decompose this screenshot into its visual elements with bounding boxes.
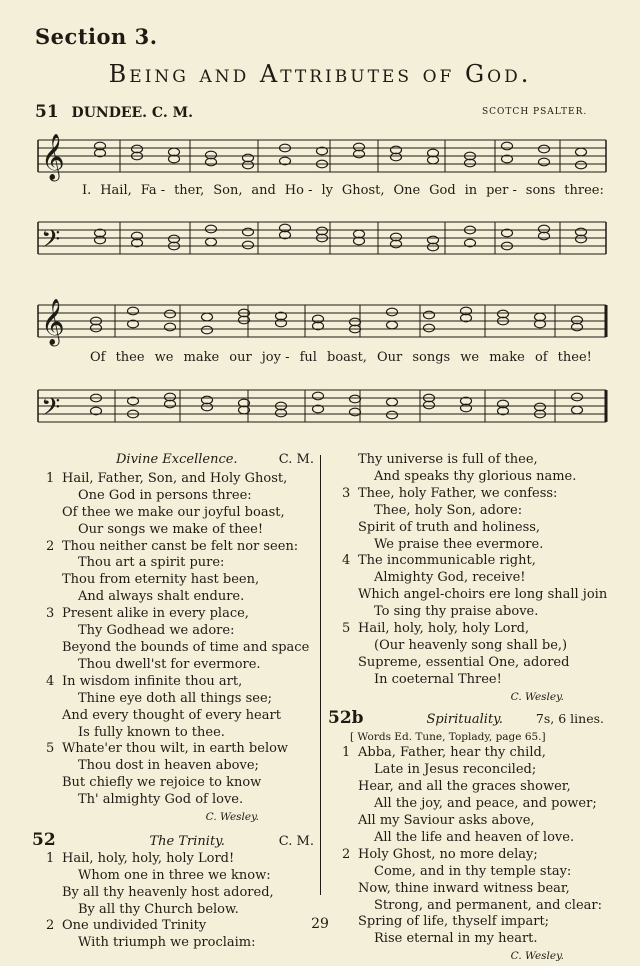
hymn-51-continuation xyxy=(342,452,604,486)
hymn-51-text-column xyxy=(32,452,314,952)
verse-line xyxy=(46,691,314,708)
verse-line xyxy=(46,572,314,589)
lyric-syllable: Ghost, xyxy=(341,183,385,198)
verse-text: To sing thy praise above. xyxy=(374,604,539,620)
verse-text: Our songs we make of thee! xyxy=(78,521,264,537)
verse-text: Rise eternal in my heart. xyxy=(374,931,538,947)
verse-number: 5 xyxy=(46,741,55,757)
note-head xyxy=(243,241,254,249)
verse-text: Strong, and permanent, and clear: xyxy=(374,897,602,913)
verse-text: By all thy Church below. xyxy=(78,901,239,917)
verse-text: The incommunicable right, xyxy=(358,553,536,569)
lyric-syllable: our xyxy=(229,350,252,365)
verse-text: Thou neither canst be felt nor seen: xyxy=(62,538,299,554)
verse-line xyxy=(342,655,604,672)
note-head xyxy=(165,323,176,331)
verse-text: Thou dwell'st for evermore. xyxy=(78,656,261,672)
note-head xyxy=(539,158,550,166)
hymn-52b-title: Spirituality. xyxy=(426,711,503,727)
verse-line xyxy=(342,486,604,503)
verse-line xyxy=(46,851,314,868)
lyric-syllable: make xyxy=(489,350,525,365)
verse-line xyxy=(342,537,604,554)
verse-line xyxy=(342,931,604,948)
hymn-51-attribution-right: C. Wesley. xyxy=(510,690,564,703)
verse-text: Spring of life, thyself impart; xyxy=(358,914,550,930)
verse-line xyxy=(342,762,604,779)
verse-number: 1 xyxy=(46,470,55,486)
verse-text: Almighty God, receive! xyxy=(374,570,526,586)
lyric-syllable: ther, xyxy=(174,183,205,198)
note-head xyxy=(424,324,435,332)
verse-number: 3 xyxy=(46,606,55,622)
verse-line xyxy=(342,604,604,621)
verse-text: Thine eye doth all things see; xyxy=(78,690,273,706)
verse-number: 1 xyxy=(342,745,351,761)
note-head xyxy=(387,308,398,316)
verse-text: Is fully known to thee. xyxy=(78,724,225,740)
verse-line xyxy=(342,570,604,587)
verse-text: Of thee we make our joyful boast, xyxy=(62,504,285,520)
hymn-51-attribution: C. Wesley. xyxy=(205,811,259,824)
verse-text: Late in Jesus reconciled; xyxy=(374,762,537,778)
verse-line xyxy=(342,638,604,655)
verse-text: Present alike in every place, xyxy=(62,606,249,622)
verse-text: Thee, holy Son, adore: xyxy=(374,502,523,518)
hymn-52b-attribution: C. Wesley. xyxy=(510,950,564,963)
note-head xyxy=(572,406,583,414)
lyric-syllable: three: xyxy=(564,183,604,198)
note-head xyxy=(206,238,217,246)
note-head xyxy=(243,228,254,236)
right-column xyxy=(328,452,608,965)
note-head xyxy=(350,408,361,416)
lyric-syllable: thee! xyxy=(557,350,592,365)
verse-text: Hear, and all the graces shower, xyxy=(358,779,571,795)
note-head xyxy=(165,310,176,318)
verse-line xyxy=(46,522,314,539)
verse-line xyxy=(342,503,604,520)
bass-clef-icon: 𝄢 xyxy=(41,225,61,260)
verse-number: 2 xyxy=(46,918,55,934)
lyric-line-1 xyxy=(82,183,604,198)
lyric-syllable: Ho - xyxy=(284,183,313,198)
verse-line xyxy=(46,758,314,775)
verse-line: Thy universe is full of thee, xyxy=(358,452,538,467)
lyric-syllable: and xyxy=(251,183,276,198)
verse-line xyxy=(46,792,314,809)
verse-number: 3 xyxy=(342,485,351,501)
verse-line xyxy=(46,640,314,657)
verse-line xyxy=(46,539,314,556)
verse-line xyxy=(46,505,314,522)
lyric-syllable: Of xyxy=(90,350,106,365)
verse-number: 4 xyxy=(342,553,351,569)
verse-line xyxy=(46,708,314,725)
verse-text: Which angel-choirs ere long shall join xyxy=(358,587,608,603)
verse-text: In coeternal Three! xyxy=(374,671,502,687)
music-score xyxy=(0,0,640,440)
verse-line xyxy=(342,864,604,881)
lyric-syllable: in xyxy=(464,183,478,198)
verse-text: We praise thee evermore. xyxy=(374,536,544,552)
lyric-line-2 xyxy=(90,350,592,365)
verse-text: (Our heavenly song shall be,) xyxy=(374,637,568,653)
treble-clef-icon: 𝄞 xyxy=(41,299,65,345)
lyric-syllable: we xyxy=(154,350,174,365)
verse-text: Spirit of truth and holiness, xyxy=(358,519,541,535)
hymn-51-stanzas-right xyxy=(342,485,608,689)
verse-line xyxy=(46,471,314,488)
verse-line xyxy=(342,520,604,537)
verse-line xyxy=(46,589,314,606)
verse-line xyxy=(46,623,314,640)
note-head xyxy=(572,393,583,401)
verse-text: Thou dost in heaven above; xyxy=(78,758,259,774)
verse-text: In wisdom infinite thou art, xyxy=(62,673,243,689)
verse-text: Hail, holy, holy, holy Lord, xyxy=(358,621,530,637)
lyric-syllable: ly xyxy=(321,183,333,198)
verse-line xyxy=(46,606,314,623)
verse-line xyxy=(46,674,314,691)
verse-number: 2 xyxy=(342,846,351,862)
verse-line xyxy=(46,885,314,902)
verse-line xyxy=(46,868,314,885)
verse-text: But chiefly we rejoice to know xyxy=(62,775,262,791)
lyric-syllable: we xyxy=(460,350,480,365)
verse-line xyxy=(342,745,604,762)
verse-text: And every thought of every heart xyxy=(62,707,281,723)
treble-clef-icon: 𝄞 xyxy=(41,134,65,180)
verse-text: All the life and heaven of love. xyxy=(374,829,575,845)
note-head xyxy=(502,142,513,150)
hymn-51-stanzas xyxy=(46,471,314,809)
lyric-syllable: thee xyxy=(115,350,145,365)
bass-clef-icon: 𝄢 xyxy=(41,393,61,428)
note-head xyxy=(202,326,213,334)
verse-text: With triumph we proclaim: xyxy=(78,935,256,951)
hymn-52b-note: [ Words Ed. Tune, Toplady, page 65.] xyxy=(350,730,546,743)
verse-number: 4 xyxy=(46,673,55,689)
note-head xyxy=(202,313,213,321)
verse-line xyxy=(46,555,314,572)
verse-line xyxy=(342,621,604,638)
verse-line: And speaks thy glorious name. xyxy=(374,468,577,484)
verse-text: All my Saviour asks above, xyxy=(358,813,535,829)
lyric-syllable: God xyxy=(429,183,456,198)
verse-line xyxy=(46,775,314,792)
lyric-syllable: Our xyxy=(377,350,403,365)
verse-text: Hail, Father, Son, and Holy Ghost, xyxy=(62,470,288,486)
verse-text: All the joy, and peace, and power; xyxy=(374,796,597,812)
verse-line xyxy=(342,881,604,898)
verse-number: 5 xyxy=(342,621,351,637)
lyric-syllable: Fa - xyxy=(140,183,166,198)
verse-text: Come, and in thy temple stay: xyxy=(374,863,572,879)
verse-line xyxy=(342,587,608,604)
verse-text: Abba, Father, hear thy child, xyxy=(358,745,546,761)
lyric-syllable: per - xyxy=(486,183,517,198)
verse-line xyxy=(46,657,314,674)
note-head xyxy=(387,321,398,329)
verse-text: Thou from eternity hast been, xyxy=(62,572,260,588)
note-head xyxy=(350,395,361,403)
verse-line xyxy=(342,779,604,796)
verse-text: Whate'er thou wilt, in earth below xyxy=(62,741,289,757)
page-number: 29 xyxy=(311,916,329,932)
hymn-52-meter: C. M. xyxy=(278,833,314,849)
verse-line xyxy=(46,741,314,758)
verse-line xyxy=(46,725,314,742)
verse-text: Beyond the bounds of time and space xyxy=(62,639,310,655)
note-head xyxy=(387,411,398,419)
hymn-52-stanzas xyxy=(46,851,314,952)
section-heading: Section 3. xyxy=(35,24,158,49)
verse-text: And always shalt endure. xyxy=(78,589,245,605)
verse-line xyxy=(342,553,604,570)
tune-credit: SCOTCH PSALTER. xyxy=(482,107,588,117)
column-divider xyxy=(320,455,321,895)
verse-text: Now, thine inward witness bear, xyxy=(358,880,570,896)
tune-name: DUNDEE. C. M. xyxy=(71,105,193,121)
lyric-syllable: Hail, xyxy=(100,183,132,198)
hymn-52b-number: 52b xyxy=(328,707,364,728)
note-head xyxy=(424,311,435,319)
note-head xyxy=(206,225,217,233)
lyric-syllable: songs xyxy=(412,350,451,365)
lyric-syllable: boast, xyxy=(327,350,367,365)
hymn-52-number: 52 xyxy=(32,829,56,850)
verse-line xyxy=(342,796,604,813)
page-title: Being and Attributes of God. xyxy=(108,60,532,88)
verse-line xyxy=(46,488,314,505)
lyric-syllable: joy - xyxy=(261,350,290,365)
hymn-51-number: 51 xyxy=(35,102,59,122)
lyric-syllable: Son, xyxy=(213,183,243,198)
verse-text: Th' almighty God of love. xyxy=(78,792,244,808)
lyric-syllable: make xyxy=(183,350,220,365)
verse-text: Supreme, essential One, adored xyxy=(358,654,570,670)
hymn-51-text-title: Divine Excellence. xyxy=(116,452,238,467)
note-head xyxy=(313,392,324,400)
verse-line xyxy=(342,847,604,864)
verse-number: 2 xyxy=(46,538,55,554)
verse-line xyxy=(342,898,604,915)
hymn-52-title: The Trinity. xyxy=(149,833,225,849)
verse-line xyxy=(46,935,314,952)
note-head xyxy=(539,145,550,153)
lyric-syllable: of xyxy=(534,350,548,365)
verse-text: One undivided Trinity xyxy=(62,918,207,934)
note-head xyxy=(387,398,398,406)
lyric-syllable: ful xyxy=(299,350,317,365)
verse-line xyxy=(342,813,604,830)
verse-line xyxy=(342,830,604,847)
note-head xyxy=(576,148,587,156)
lyric-syllable: One xyxy=(393,183,421,198)
verse-text: One God in persons three: xyxy=(78,487,252,503)
lyric-syllable: I. xyxy=(82,183,92,198)
verse-text: Thou art a spirit pure: xyxy=(78,555,225,571)
lyric-syllable: sons xyxy=(525,183,556,198)
verse-text: Hail, holy, holy, holy Lord! xyxy=(62,850,235,866)
verse-text: Thee, holy Father, we confess: xyxy=(358,485,558,501)
note-head xyxy=(576,161,587,169)
verse-number: 1 xyxy=(46,850,55,866)
note-head xyxy=(128,307,139,315)
verse-text: Whom one in three we know: xyxy=(78,867,271,883)
verse-line xyxy=(342,672,604,689)
verse-text: By all thy heavenly host adored, xyxy=(62,884,274,900)
verse-text: Thy Godhead we adore: xyxy=(78,623,235,639)
hymn-52b-meter: 7s, 6 lines. xyxy=(535,710,604,726)
hymn-51-meter: C. M. xyxy=(278,452,314,467)
verse-text: Holy Ghost, no more delay; xyxy=(358,846,538,862)
